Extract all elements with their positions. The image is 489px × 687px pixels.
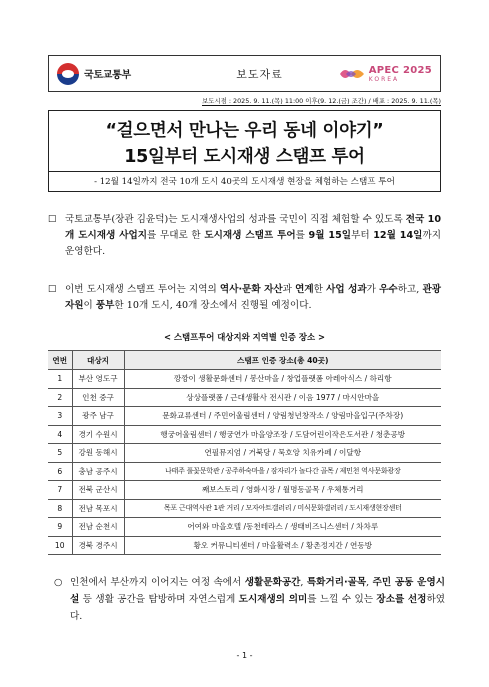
para3-text: ,: [366, 577, 373, 588]
para1-text: 부터: [351, 230, 374, 241]
headline-line2: 15일부터 도시재생 스탬프 투어: [124, 147, 365, 167]
row-places: 행궁어울림센터 / 행궁연가 마을양조장 / 도담어린이작은도서관 / 청춘공방: [124, 425, 441, 444]
row-number: 3: [48, 407, 72, 426]
header-location: 대상지: [72, 351, 124, 370]
row-number: 9: [48, 518, 72, 537]
table-row: [48, 499, 441, 518]
ministry-brand: [49, 63, 189, 85]
ministry-name: 국토교통부: [84, 70, 131, 81]
press-release-header: [48, 55, 441, 92]
para1-text: 까지 운영한다.: [65, 230, 441, 257]
header-stamp-places: 스탬프 인증 장소(총 40곳): [124, 351, 441, 370]
table-row: [48, 370, 441, 389]
row-location: 부산 영도구: [72, 370, 124, 389]
stamp-tour-table: [48, 350, 441, 555]
row-number: 7: [48, 481, 72, 500]
row-number: 2: [48, 388, 72, 407]
row-location: 인천 중구: [72, 388, 124, 407]
table-row: [48, 444, 441, 463]
table-row: [48, 388, 441, 407]
checkbox-bullet-icon: ☐: [48, 284, 57, 295]
para2-bold: 우수: [379, 284, 398, 295]
row-places: 째보스토리 / 영화시장 / 월명동골목 / 우체통거리: [124, 481, 441, 500]
para2-bold: 사업 성과: [326, 284, 367, 295]
para1-bold: 도시재생 스탬프 투어: [204, 230, 296, 241]
table-row: [48, 407, 441, 426]
headline-line1: “걸으면서 만나는 우리 동네 이야기”: [105, 121, 384, 141]
apec-logo-icon: [338, 65, 366, 83]
ministry-logo-icon: [57, 63, 79, 85]
paragraph-3: [54, 574, 445, 625]
circle-bullet-icon: ○: [54, 577, 63, 588]
para3-bold: 장소를 선정: [376, 594, 427, 605]
page-number: - 1 -: [236, 651, 253, 660]
table-row: [48, 462, 441, 481]
title-box: [48, 110, 441, 192]
para3-bold: 도시재생의 의미: [238, 594, 308, 605]
para3-text: 인천에서 부산까지 이어지는 여정 속에서: [70, 577, 245, 588]
row-location: 전남 순천시: [72, 518, 124, 537]
para3-bold: 생활문화공간: [244, 577, 301, 588]
para3-text: 를 느낄 수 있는: [307, 594, 377, 605]
para1-text: 를 무대로 한: [147, 230, 205, 241]
para2-bold: 역사·문화 자산: [219, 284, 283, 295]
row-places: 나태주 풀꽃문학관 / 공주하숙마을 / 잠자리가 놀다간 골목 / 제민천 역사문화광장: [124, 462, 441, 481]
para3-text: 등 생활 공간을 탐방하며 자연스럽게: [79, 594, 239, 605]
checkbox-bullet-icon: ☐: [48, 214, 57, 225]
table-title: < 스탬프투어 대상지와 지역별 인증 장소 >: [164, 332, 325, 342]
para1-bold: 전국 10개 도시재생 사업지: [65, 214, 441, 241]
paragraph-1: [48, 212, 441, 260]
row-number: 10: [48, 536, 72, 555]
para3-text: 하였다.: [70, 594, 445, 622]
para2-bold: 풍부: [95, 300, 115, 311]
para1-text: 국토교통부(장관 김윤덕)는 도시재생사업의 성과를 국민이 직접 체험할 수 있도록: [65, 214, 406, 225]
subtitle: - 12월 14일까지 전국 10개 도시 40곳의 도시재생 현장을 체험하는 스탬프 투어: [49, 171, 440, 191]
table-row: [48, 481, 441, 500]
row-number: 4: [48, 425, 72, 444]
row-places: 목포 근대역사관 1관 거리 / 모자아트갤러리 / 미식문화갤러리 / 도시재생현장센터: [124, 499, 441, 518]
row-number: 1: [48, 370, 72, 389]
row-places: 황오 커뮤니티센터 / 마을활력소 / 황촌정지간 / 연동방: [124, 536, 441, 555]
paragraph-2: [48, 282, 441, 314]
table-header-row: [48, 351, 441, 370]
row-location: 강원 동해시: [72, 444, 124, 463]
row-location: 충남 공주시: [72, 462, 124, 481]
para1-bold: 12월 14일: [373, 230, 423, 241]
row-location: 전북 군산시: [72, 481, 124, 500]
row-location: 광주 남구: [72, 407, 124, 426]
row-places: 깡깡이 생활문화센터 / 봉산마을 / 창업플랫폼 아레아식스 / 하리항: [124, 370, 441, 389]
row-location: 경기 수원시: [72, 425, 124, 444]
table-row: [48, 425, 441, 444]
row-places: 문화교류센터 / 주민어울림센터 / 양림청년창작소 / 양림마을입구(주차장): [124, 407, 441, 426]
table-row: [48, 536, 441, 555]
para3-text: ,: [300, 577, 307, 588]
header-number: 연번: [48, 351, 72, 370]
para2-bold: 연계: [295, 284, 314, 295]
row-number: 6: [48, 462, 72, 481]
para3-bold: 특화거리·골목: [306, 577, 367, 588]
row-places: 어여와 마을호텔 /동천테라스 / 생태비즈니스센터 / 차차루: [124, 518, 441, 537]
para1-text: 를: [295, 230, 309, 241]
para3-bold: 주민 공동 운영시설: [70, 577, 445, 605]
apec-title: APEC 2025: [368, 64, 432, 76]
row-number: 5: [48, 444, 72, 463]
row-location: 경북 경주시: [72, 536, 124, 555]
row-places: 연필뮤지엄 / 거북당 / 묵호앙 치유카페 / 이달항: [124, 444, 441, 463]
para2-text: 한 10개 도시, 40개 장소에서 진행될 예정이다.: [114, 300, 312, 311]
para1-bold: 9월 15일: [308, 230, 352, 241]
row-places: 상상플랫폼 / 근대생활사 전시관 / 이음 1977 / 마시안마을: [124, 388, 441, 407]
row-number: 8: [48, 499, 72, 518]
para2-text: 한: [313, 284, 327, 295]
embargo-text: 보도시점 : 2025. 9. 11.(목) 11:00 이후(9. 12.(금) 조간) / 배포 : 2025. 9. 11.(목): [202, 97, 441, 105]
apec-country: KOREA: [368, 75, 400, 83]
document-type: 보도자료: [236, 67, 283, 81]
para2-text: 이번 도시재생 스탬프 투어는 지역의: [65, 284, 220, 295]
row-location: 전남 목포시: [72, 499, 124, 518]
para2-text: 과: [282, 284, 296, 295]
para2-text: 가: [366, 284, 380, 295]
embargo-line: [48, 96, 441, 105]
table-row: [48, 518, 441, 537]
para2-text: 이: [83, 300, 96, 311]
apec-brand: [330, 65, 440, 83]
para2-bold: 관광자원: [65, 284, 441, 311]
para2-text: 하고,: [397, 284, 423, 295]
